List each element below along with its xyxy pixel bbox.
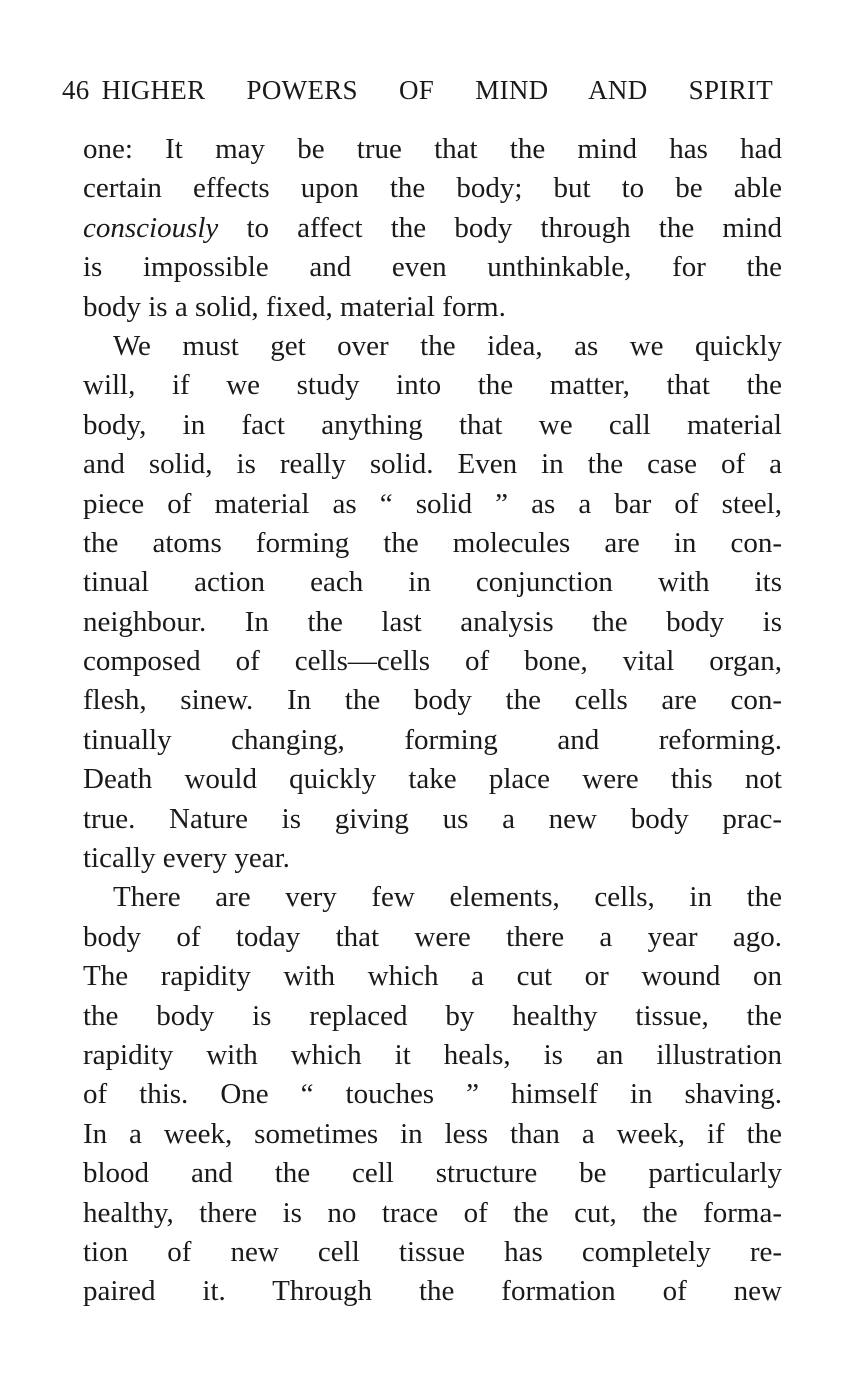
line-text: body of today that were there a year ago.	[83, 920, 782, 953]
line-text: tinual action each in conjunction with its	[83, 566, 782, 599]
italic-word: consciously	[83, 211, 219, 244]
line-text: blood and the cell structure be particularly	[83, 1157, 782, 1190]
line-text: tically every year.	[83, 842, 290, 875]
line-text: We must get over the idea, as we quickly	[113, 329, 782, 362]
line-text: rapidity with which it heals, is an illustration	[83, 1038, 782, 1071]
line-text: body is a solid, fixed, material form.	[83, 290, 506, 323]
running-header	[62, 75, 773, 106]
text-line	[83, 1233, 782, 1272]
text-line	[83, 248, 782, 287]
text-line	[83, 406, 782, 445]
line-text: There are very few elements, cells, in the	[113, 881, 782, 914]
line-text: of this. One “ touches ” himself in shaving.	[83, 1078, 782, 1111]
text-line	[83, 366, 782, 405]
line-text: neighbour. In the last analysis the body is	[83, 605, 782, 638]
line-text: flesh, sinew. In the body the cells are con-	[83, 684, 782, 717]
text-line	[83, 957, 782, 996]
text-line	[83, 642, 782, 681]
page-number: 46	[62, 75, 90, 105]
text-line	[83, 485, 782, 524]
line-text: will, if we study into the matter, that the	[83, 369, 782, 402]
line-text: In a week, sometimes in less than a week, if the	[83, 1117, 782, 1150]
line-text: paired it. Through the formation of new	[83, 1275, 782, 1308]
text-line	[83, 1154, 782, 1193]
text-line	[83, 445, 782, 484]
line-text: one: It may be true that the mind has had	[83, 133, 782, 165]
text-line	[83, 721, 782, 760]
text-line	[83, 681, 782, 720]
line-text: the body is replaced by healthy tissue, the	[83, 999, 782, 1032]
line-text: body, in fact anything that we call material	[83, 408, 782, 441]
text-line	[83, 800, 782, 839]
text-line	[83, 878, 782, 917]
text-line	[83, 997, 782, 1036]
text-line	[83, 1272, 782, 1311]
line-text: is impossible and even unthinkable, for the	[83, 251, 782, 284]
text-line	[83, 288, 782, 327]
line-text: tion of new cell tissue has completely re-	[83, 1235, 782, 1268]
line-text: The rapidity with which a cut or wound on	[83, 960, 782, 993]
text-line	[83, 839, 782, 878]
line-text: true. Nature is giving us a new body prac-	[83, 802, 782, 835]
text-line	[83, 760, 782, 799]
text-line	[83, 1194, 782, 1233]
line-text: and solid, is really solid. Even in the case of a	[83, 448, 782, 481]
text-line	[83, 169, 782, 208]
page-body-text	[83, 130, 782, 1312]
text-line	[83, 524, 782, 563]
text-line	[83, 209, 782, 248]
text-line	[83, 327, 782, 366]
line-text: healthy, there is no trace of the cut, the forma-	[83, 1196, 782, 1229]
line-text: tinually changing, forming and reforming.	[83, 723, 782, 756]
line-text: piece of material as “ solid ” as a bar of steel,	[83, 487, 782, 520]
text-line	[83, 130, 782, 169]
text-line	[83, 1075, 782, 1114]
line-text: certain effects upon the body; but to be able	[83, 172, 782, 205]
text-line	[83, 918, 782, 957]
line-text: the atoms forming the molecules are in con-	[83, 526, 782, 559]
text-line	[83, 1036, 782, 1075]
text-line	[83, 603, 782, 642]
running-title: HIGHER POWERS OF MIND AND SPIRIT	[101, 75, 773, 105]
line-text: to affect the body through the mind	[218, 211, 782, 244]
text-line	[83, 563, 782, 602]
text-line	[83, 1115, 782, 1154]
line-text: composed of cells—cells of bone, vital organ,	[83, 645, 782, 678]
line-text: Death would quickly take place were this not	[83, 763, 782, 796]
